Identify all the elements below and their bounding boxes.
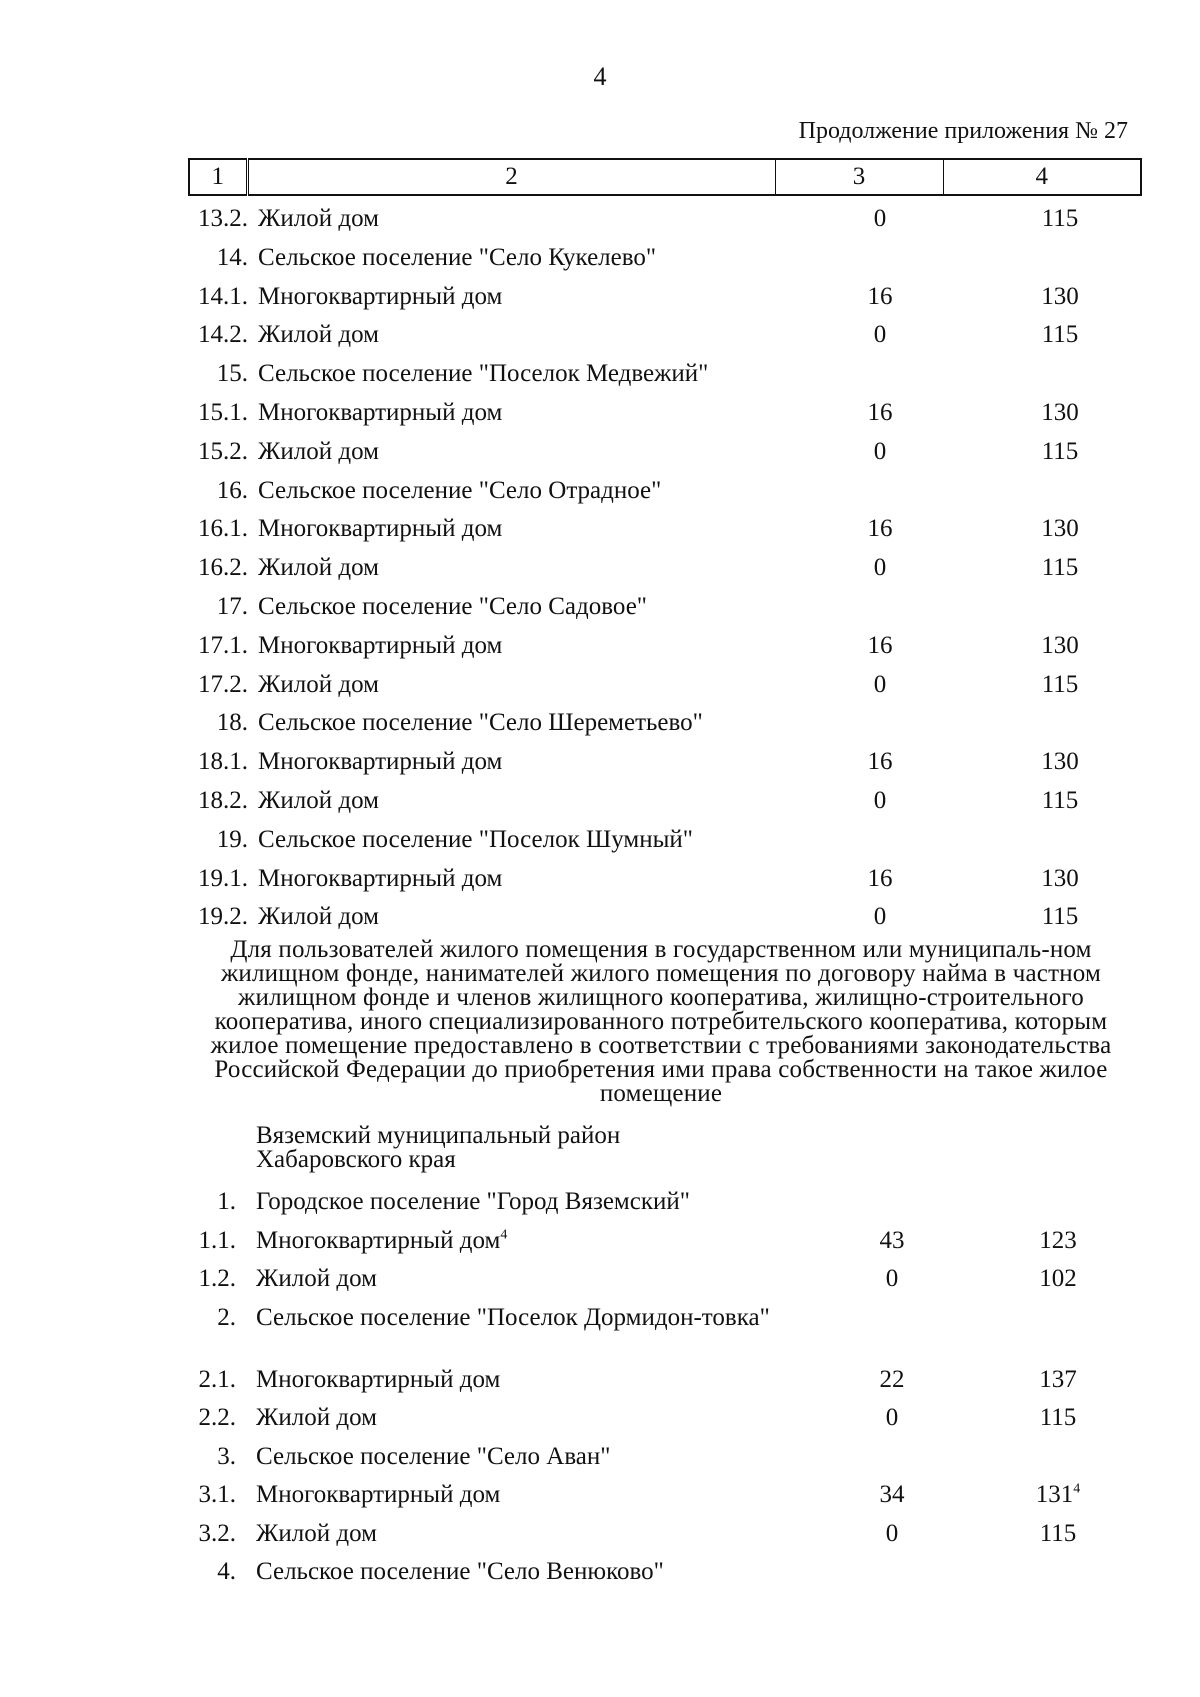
- row-name: Сельское поселение "Село Садовое": [258, 592, 647, 620]
- row-name-cell: [256, 1260, 377, 1299]
- row-number: 17.1.: [198, 631, 248, 659]
- row-value-col4: 115: [1041, 205, 1079, 232]
- table-row: [0, 666, 1200, 705]
- row-number: 14.1.: [198, 282, 248, 310]
- table-row: [0, 1183, 1200, 1222]
- row-name: Многоквартирный дом: [258, 515, 503, 543]
- row-value-col3: 0: [873, 321, 887, 349]
- table-row: [0, 278, 1200, 317]
- row-value-col4-cell: [1008, 1515, 1108, 1554]
- row-value-col4: 115: [1041, 670, 1079, 698]
- row-number: 19.2.: [198, 903, 248, 931]
- row-number: 13.2.: [198, 205, 248, 232]
- table-body-upper: [0, 200, 1200, 937]
- row-value-col4: 130: [1041, 748, 1079, 776]
- row-value-col4: 115: [1041, 786, 1079, 814]
- row-name: Жилой дом: [258, 786, 379, 814]
- row-value-col4: 115: [1041, 554, 1079, 582]
- row-value-col4: 131: [1035, 1481, 1074, 1508]
- row-value-col4-cell: [1008, 1476, 1108, 1515]
- row-name: Многоквартирный дом: [256, 1481, 501, 1508]
- row-value-col3: 0: [873, 903, 887, 931]
- row-value-col4-cell: [1008, 1361, 1108, 1400]
- row-number: 14.: [216, 243, 248, 271]
- row-number: 17.: [216, 592, 248, 620]
- row-number: 2.: [217, 1303, 236, 1331]
- row-name: Многоквартирный дом: [256, 1365, 501, 1393]
- table-row: [0, 1222, 1200, 1261]
- row-value-col3: 0: [873, 554, 887, 582]
- table-row: [0, 549, 1200, 588]
- header-cell-3: 3: [775, 159, 943, 195]
- row-number: 15.1.: [198, 398, 248, 426]
- row-number: 3.1.: [198, 1481, 236, 1508]
- row-number: 18.2.: [198, 786, 248, 814]
- table-row: [0, 1260, 1200, 1299]
- row-value-col4: 137: [1039, 1365, 1077, 1393]
- row-number: 3.: [217, 1442, 236, 1470]
- district-heading: [256, 1124, 620, 1172]
- row-number: 16.: [216, 476, 248, 504]
- row-value-col3: 16: [867, 748, 893, 776]
- table-row: [0, 433, 1200, 472]
- row-name-cell: [256, 1438, 610, 1477]
- row-number: 15.2.: [198, 437, 248, 465]
- row-number: 1.: [217, 1188, 236, 1215]
- row-value-col3: 16: [867, 515, 893, 543]
- row-value-col4: 102: [1039, 1265, 1077, 1292]
- row-name: Сельское поселение "Поселок Дормидон-товка": [256, 1303, 770, 1331]
- row-value-col4: 130: [1041, 631, 1079, 659]
- table-row: [0, 704, 1200, 743]
- row-name: Жилой дом: [258, 670, 379, 698]
- row-name-cell: [256, 1303, 816, 1331]
- row-value-col3: 43: [879, 1226, 905, 1254]
- row-value-col4: 115: [1039, 1404, 1077, 1431]
- row-value-col3: 34: [879, 1481, 905, 1508]
- row-name-cell: [256, 1361, 500, 1400]
- row-value-col4: 115: [1041, 321, 1079, 349]
- table-row: [0, 394, 1200, 433]
- row-value-col3: 16: [867, 282, 893, 310]
- row-number: 1.2.: [198, 1265, 236, 1292]
- row-name: Жилой дом: [256, 1404, 377, 1431]
- table-row: [0, 316, 1200, 355]
- row-value-col4: 123: [1039, 1226, 1077, 1254]
- row-number: 18.1.: [198, 748, 248, 776]
- row-name: Жилой дом: [258, 437, 379, 465]
- row-value-col4: 115: [1039, 1519, 1077, 1547]
- table-row: [0, 239, 1200, 278]
- row-value-col3: 0: [885, 1265, 899, 1292]
- footnote-marker: 4: [1073, 1481, 1081, 1497]
- table-row: [0, 1476, 1200, 1515]
- row-name: Многоквартирный дом: [256, 1226, 501, 1254]
- row-name: Многоквартирный дом: [258, 748, 503, 776]
- row-number: 18.: [216, 709, 248, 737]
- table-row: [0, 821, 1200, 860]
- row-name: Городское поселение "Город Вяземский": [256, 1188, 690, 1215]
- row-name: Сельское поселение "Село Отрадное": [258, 476, 662, 504]
- row-number: 2.1.: [198, 1365, 236, 1393]
- row-name: Сельское поселение "Село Венюково": [256, 1558, 664, 1585]
- row-number: 19.: [216, 825, 248, 853]
- table-row: [0, 627, 1200, 666]
- row-number: 3.2.: [198, 1519, 236, 1547]
- category-paragraph: Для пользователей жилого помещения в государственном или муниципаль-ном жилищном фонде, нанимателей жилого помещения по договору найма в частном жилищном фонде и членов жилищного кооператива, жилищно-строительного кооператива, иного специализированного потребительского кооператива, которым жилое помещение предоставлено в соответствии с требованиями законодательства Российской Федерации до приобретения ими права собственности на такое жилое помещение: [210, 936, 1112, 1107]
- row-name-cell: [256, 1553, 664, 1592]
- header-cell-2: 2: [247, 159, 775, 195]
- table-row: [0, 1515, 1200, 1554]
- row-value-col3: 16: [867, 398, 893, 426]
- row-value-col4: 130: [1041, 864, 1079, 892]
- row-value-col4: 130: [1041, 282, 1079, 310]
- row-value-col4: 115: [1041, 903, 1079, 931]
- row-name: Многоквартирный дом: [258, 282, 503, 310]
- row-name: Сельское поселение "Село Кукелево": [258, 243, 657, 271]
- row-value-col4-cell: [1008, 1399, 1108, 1438]
- table-row: [0, 472, 1200, 511]
- footnote-marker: 4: [500, 1227, 508, 1243]
- row-name: Жилой дом: [256, 1265, 377, 1292]
- header-cell-4: 4: [943, 159, 1141, 195]
- row-value-col3: 16: [867, 631, 893, 659]
- table-body-lower: [0, 1183, 1200, 1592]
- row-name: Жилой дом: [258, 903, 379, 931]
- continuation-label: Продолжение приложения № 27: [798, 118, 1128, 144]
- row-value-col4-cell: [1008, 1222, 1108, 1261]
- row-number: 16.1.: [198, 515, 248, 543]
- row-number: 4.: [217, 1558, 236, 1585]
- row-value-col3: 0: [873, 437, 887, 465]
- row-number: 16.2.: [198, 554, 248, 582]
- row-value-col3: 0: [873, 786, 887, 814]
- table-row: [0, 782, 1200, 821]
- row-number: 14.2.: [198, 321, 248, 349]
- row-value-col4: 130: [1041, 398, 1079, 426]
- row-name: Многоквартирный дом: [258, 864, 503, 892]
- row-value-col3: 16: [867, 864, 893, 892]
- table-row: [0, 1553, 1200, 1592]
- row-number: 2.2.: [198, 1404, 236, 1431]
- table-row: [0, 1299, 1200, 1361]
- row-name: Многоквартирный дом: [258, 398, 503, 426]
- row-name: Сельское поселение "Поселок Шумный": [258, 825, 693, 853]
- row-number: 1.1.: [198, 1226, 236, 1254]
- table-row: [0, 1438, 1200, 1477]
- row-name: Жилой дом: [258, 321, 379, 349]
- row-number: 17.2.: [198, 670, 248, 698]
- table-row: [0, 1399, 1200, 1438]
- row-name-cell: [256, 1222, 507, 1261]
- row-name: Многоквартирный дом: [258, 631, 503, 659]
- table-row: [0, 588, 1200, 627]
- row-name: Жилой дом: [258, 205, 379, 232]
- table-row: [0, 355, 1200, 394]
- table-row: [0, 743, 1200, 782]
- page-number: 4: [593, 62, 607, 91]
- table-row: [0, 510, 1200, 549]
- row-name: Сельское поселение "Село Аван": [256, 1442, 611, 1470]
- table-row: [0, 1361, 1200, 1400]
- row-value-col4: 130: [1041, 515, 1079, 543]
- row-name-cell: [256, 1515, 377, 1554]
- row-value-col3: 0: [873, 670, 887, 698]
- row-name: Сельское поселение "Поселок Медвежий": [258, 360, 709, 388]
- row-name: Жилой дом: [256, 1519, 377, 1547]
- district-line-2: Хабаровского края: [256, 1146, 456, 1173]
- row-number: 19.1.: [198, 864, 248, 892]
- district-line-1: Вяземский муниципальный район: [256, 1122, 621, 1149]
- row-value-col3: 0: [873, 205, 887, 232]
- row-value-col4-cell: [1008, 1260, 1108, 1299]
- row-name: Сельское поселение "Село Шереметьево": [258, 709, 703, 737]
- column-header-table: [188, 158, 1142, 196]
- table-row: [0, 200, 1200, 239]
- header-cell-1: 1: [189, 159, 247, 195]
- row-value-col3: 0: [885, 1404, 899, 1431]
- table-row: [0, 860, 1200, 899]
- row-name-cell: [256, 1476, 500, 1515]
- row-name-cell: [256, 1183, 690, 1222]
- row-name-cell: [256, 1399, 377, 1438]
- row-name: Жилой дом: [258, 554, 379, 582]
- row-value-col3: 22: [879, 1365, 905, 1393]
- row-number: 15.: [216, 360, 248, 388]
- table-row: [0, 898, 1200, 937]
- row-value-col4: 115: [1041, 437, 1079, 465]
- row-value-col3: 0: [885, 1519, 899, 1547]
